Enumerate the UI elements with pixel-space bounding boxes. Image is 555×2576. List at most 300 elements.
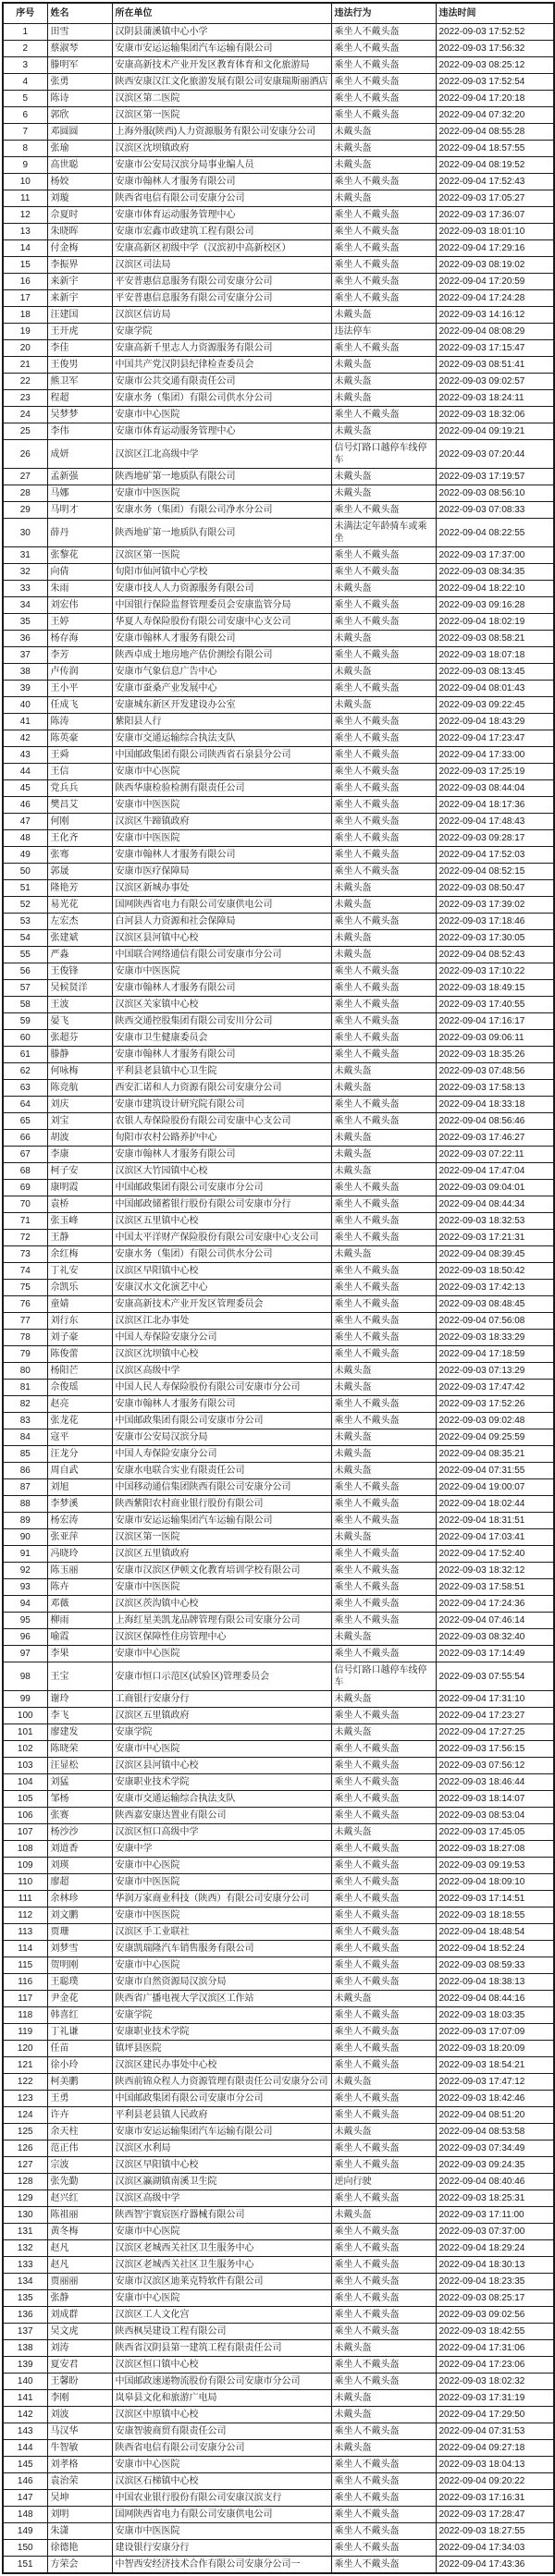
cell-seq: 124 <box>3 2107 47 2124</box>
cell-unit: 安康市公安局汉滨分局 <box>112 1429 331 1446</box>
cell-unit: 安康市中心医院 <box>112 1858 331 1874</box>
cell-time: 2022-09-04 09:19:21 <box>436 423 554 440</box>
cell-unit: 安康市翰林人才服务有限公司 <box>112 174 331 190</box>
cell-seq: 100 <box>3 1708 47 1724</box>
cell-violation: 未戴头盔 <box>331 2407 436 2423</box>
cell-unit: 汉滨区江北办事处 <box>112 1313 331 1330</box>
cell-unit: 汉滨区五里镇政府 <box>112 1708 331 1724</box>
table-row <box>3 224 554 240</box>
cell-violation: 乘坐人不戴头盔 <box>331 2240 436 2257</box>
cell-time: 2022-09-03 18:42:55 <box>436 2324 554 2340</box>
cell-seq: 89 <box>3 1513 47 1529</box>
cell-unit: 上海外服(陕西)人力资源服务有限公司安康分公司 <box>112 124 331 141</box>
cell-seq: 143 <box>3 2423 47 2440</box>
cell-name: 佘俊瑶 <box>47 1380 112 1396</box>
cell-time: 2022-09-03 17:14:51 <box>436 1891 554 1907</box>
cell-name: 佘夏时 <box>47 207 112 224</box>
cell-name: 杨宏涛 <box>47 1513 112 1529</box>
cell-violation: 乘坐人不戴头盔 <box>331 1396 436 1413</box>
cell-violation: 乘坐人不戴头盔 <box>331 2523 436 2540</box>
table-row <box>3 91 554 107</box>
table-row <box>3 1891 554 1907</box>
cell-time: 2022-09-03 08:25:17 <box>436 2290 554 2307</box>
cell-time: 2022-09-04 09:27:18 <box>436 2440 554 2457</box>
cell-time: 2022-09-04 17:43:36 <box>436 2557 554 2574</box>
cell-violation: 未戴头盔 <box>331 1629 436 1646</box>
cell-violation: 乘坐人不戴头盔 <box>331 57 436 74</box>
cell-unit: 平安普惠信息服务有限公司安康分公司 <box>112 274 331 290</box>
cell-time: 2022-09-03 17:45:05 <box>436 1824 554 1841</box>
table-row <box>3 747 554 764</box>
cell-name: 吴坤 <box>47 2490 112 2507</box>
table-row <box>3 2190 554 2207</box>
table-row <box>3 980 554 997</box>
table-row <box>3 1907 554 1924</box>
cell-unit: 华润万家商业科技（陕西）有限公司安康分公司 <box>112 1891 331 1907</box>
table-row <box>3 697 554 714</box>
cell-time: 2022-09-04 07:31:55 <box>436 1463 554 1479</box>
cell-unit: 汉滨区五里镇政府 <box>112 1546 331 1563</box>
cell-name: 余天柱 <box>47 2124 112 2141</box>
cell-name: 杨存海 <box>47 631 112 647</box>
cell-name: 袁桥 <box>47 1196 112 1213</box>
cell-time: 2022-09-03 17:47:42 <box>436 1380 554 1396</box>
table-row <box>3 2207 554 2224</box>
cell-name: 刘文鹏 <box>47 1907 112 1924</box>
cell-seq: 113 <box>3 1924 47 1941</box>
table-row <box>3 1213 554 1230</box>
table-row <box>3 1413 554 1429</box>
table-row <box>3 290 554 307</box>
cell-time: 2022-09-03 18:49:15 <box>436 980 554 997</box>
cell-violation: 未戴头盔 <box>331 2440 436 2457</box>
table-row <box>3 324 554 340</box>
table-row <box>3 390 554 407</box>
table-row <box>3 1446 554 1463</box>
cell-name: 李振界 <box>47 257 112 274</box>
cell-seq: 77 <box>3 1313 47 1330</box>
table-row <box>3 2457 554 2473</box>
cell-unit: 安康水电联合实业有限责任公司 <box>112 1463 331 1479</box>
cell-violation: 乘坐人不戴头盔 <box>331 290 436 307</box>
table-row <box>3 1030 554 1047</box>
cell-seq: 37 <box>3 647 47 664</box>
cell-seq: 128 <box>3 2174 47 2190</box>
cell-violation: 乘坐人不戴头盔 <box>331 1974 436 1991</box>
cell-violation: 乘坐人不戴头盔 <box>331 2457 436 2473</box>
cell-name: 王聪璞 <box>47 1974 112 1991</box>
cell-violation: 乘坐人不戴头盔 <box>331 1230 436 1246</box>
cell-unit: 汉滨区第一医院 <box>112 107 331 124</box>
cell-name: 陈俊蕾 <box>47 1346 112 1363</box>
table-row <box>3 2557 554 2574</box>
cell-name: 佘凯乐 <box>47 1280 112 1296</box>
cell-time: 2022-09-03 08:50:47 <box>436 880 554 897</box>
cell-violation: 乘坐人不戴头盔 <box>331 730 436 747</box>
table-row <box>3 2107 554 2124</box>
cell-name: 刘成群 <box>47 2307 112 2324</box>
cell-time: 2022-09-03 17:40:55 <box>436 997 554 1013</box>
cell-unit: 汉滨区县河镇中心校 <box>112 1758 331 1774</box>
cell-violation: 乘坐人不戴头盔 <box>331 747 436 764</box>
cell-violation: 乘坐人不戴头盔 <box>331 224 436 240</box>
cell-name: 丁礼安 <box>47 1263 112 1280</box>
cell-seq: 4 <box>3 74 47 91</box>
cell-name: 薛丹 <box>47 519 112 547</box>
cell-name: 张静 <box>47 2290 112 2307</box>
cell-time: 2022-09-03 18:03:35 <box>436 2007 554 2024</box>
cell-time: 2022-09-04 18:43:29 <box>436 714 554 730</box>
violation-table <box>2 2 555 2574</box>
cell-time: 2022-09-03 18:35:26 <box>436 1047 554 1063</box>
cell-time: 2022-09-03 09:02:57 <box>436 374 554 390</box>
cell-seq: 41 <box>3 714 47 730</box>
cell-unit: 陕西交通控股集团有限公司安川分公司 <box>112 1013 331 1030</box>
cell-unit: 汉滨区关家镇中心校 <box>112 997 331 1013</box>
cell-violation: 未戴头盔 <box>331 1446 436 1463</box>
cell-time: 2022-09-03 08:44:04 <box>436 780 554 797</box>
cell-name: 赵亮 <box>47 1396 112 1413</box>
cell-violation: 乘坐人不戴头盔 <box>331 207 436 224</box>
table-row <box>3 730 554 747</box>
cell-seq: 42 <box>3 730 47 747</box>
cell-violation: 信号灯路口越停车线停车 <box>331 440 436 469</box>
cell-time: 2022-09-03 08:53:04 <box>436 1808 554 1824</box>
cell-seq: 78 <box>3 1330 47 1346</box>
cell-unit: 华夏人寿保险股份有限公司安康中心支公司 <box>112 614 331 631</box>
cell-violation: 乘坐人不戴头盔 <box>331 1030 436 1047</box>
cell-name: 任成飞 <box>47 697 112 714</box>
cell-unit: 安康市建筑设计研究院有限公司 <box>112 1097 331 1113</box>
table-row <box>3 2290 554 2307</box>
cell-name: 杨阳芒 <box>47 1363 112 1380</box>
table-row <box>3 1808 554 1824</box>
cell-unit: 上海红星美凯龙品牌管理有限公司安康分公司 <box>112 1613 331 1629</box>
cell-name: 王俊男 <box>47 357 112 374</box>
cell-time: 2022-09-03 07:55:54 <box>436 1662 554 1691</box>
cell-violation: 乘坐人不戴头盔 <box>331 614 436 631</box>
cell-name: 汪显松 <box>47 1758 112 1774</box>
table-row <box>3 897 554 914</box>
cell-seq: 69 <box>3 1180 47 1196</box>
cell-time: 2022-09-03 08:34:35 <box>436 564 554 581</box>
cell-time: 2022-09-03 07:08:33 <box>436 502 554 519</box>
cell-name: 刘波 <box>47 2407 112 2423</box>
cell-name: 刘璇 <box>47 190 112 207</box>
cell-name: 刘庆 <box>47 1097 112 1113</box>
cell-unit: 安康职业技术学院 <box>112 1774 331 1791</box>
cell-name: 刘孝格 <box>47 2457 112 2473</box>
cell-name: 赵兴红 <box>47 2190 112 2207</box>
cell-unit: 平安普惠信息服务有限公司安康分公司 <box>112 290 331 307</box>
cell-time: 2022-09-03 07:13:29 <box>436 1363 554 1380</box>
cell-time: 2022-09-04 08:40:46 <box>436 2174 554 2190</box>
cell-seq: 146 <box>3 2473 47 2490</box>
table-row <box>3 357 554 374</box>
cell-time: 2022-09-03 18:32:53 <box>436 1213 554 1230</box>
cell-name: 李芳 <box>47 647 112 664</box>
cell-violation: 未戴头盔 <box>331 390 436 407</box>
cell-seq: 50 <box>3 864 47 880</box>
cell-violation: 乘坐人不戴头盔 <box>331 2274 436 2290</box>
cell-time: 2022-09-04 17:23:06 <box>436 2357 554 2374</box>
cell-time: 2022-09-03 17:46:27 <box>436 1130 554 1147</box>
table-row <box>3 1013 554 1030</box>
cell-name: 廖建发 <box>47 1724 112 1741</box>
table-row <box>3 564 554 581</box>
cell-unit: 安康市汉滨区伊顿文化教育培训学校有限公司 <box>112 1563 331 1579</box>
cell-unit: 农银人寿保险股份有限公司安康中心支公司 <box>112 1113 331 1130</box>
cell-name: 张超芬 <box>47 1030 112 1047</box>
cell-name: 任苗 <box>47 2041 112 2057</box>
cell-violation: 乘坐人不戴头盔 <box>331 681 436 697</box>
cell-seq: 91 <box>3 1546 47 1563</box>
cell-violation: 乘坐人不戴头盔 <box>331 1907 436 1924</box>
table-row <box>3 2374 554 2390</box>
table-row <box>3 74 554 91</box>
cell-name: 李飞 <box>47 1708 112 1724</box>
cell-seq: 64 <box>3 1097 47 1113</box>
cell-name: 张先勤 <box>47 2174 112 2190</box>
cell-seq: 123 <box>3 2091 47 2107</box>
cell-seq: 111 <box>3 1891 47 1907</box>
cell-seq: 121 <box>3 2057 47 2074</box>
cell-violation: 乘坐人不戴头盔 <box>331 2473 436 2490</box>
cell-name: 汪龙分 <box>47 1446 112 1463</box>
cell-violation: 未戴头盔 <box>331 2207 436 2224</box>
cell-violation: 乘坐人不戴头盔 <box>331 2107 436 2124</box>
table-row <box>3 1063 554 1080</box>
cell-name: 樊昌艾 <box>47 797 112 814</box>
cell-time: 2022-09-03 17:52:52 <box>436 24 554 41</box>
cell-seq: 104 <box>3 1774 47 1791</box>
cell-time: 2022-09-04 08:52:15 <box>436 864 554 880</box>
cell-violation: 乘坐人不戴头盔 <box>331 1858 436 1874</box>
cell-unit: 国网陕西省电力有限公司安康供电公司 <box>112 897 331 914</box>
cell-name: 刘行东 <box>47 1313 112 1330</box>
cell-time: 2022-09-04 09:25:59 <box>436 1429 554 1446</box>
cell-name: 范正伟 <box>47 2141 112 2157</box>
cell-time: 2022-09-04 17:23:27 <box>436 1708 554 1724</box>
cell-name: 刘梦雪 <box>47 1941 112 1957</box>
cell-name: 王波 <box>47 997 112 1013</box>
cell-name: 陈玉丽 <box>47 1563 112 1579</box>
cell-time: 2022-09-03 09:28:17 <box>436 830 554 847</box>
cell-name: 滕明军 <box>47 57 112 74</box>
cell-violation: 乘坐人不戴头盔 <box>331 1346 436 1363</box>
cell-violation: 乘坐人不戴头盔 <box>331 24 436 41</box>
cell-time: 2022-09-03 17:18:46 <box>436 914 554 930</box>
cell-seq: 132 <box>3 2240 47 2257</box>
table-row <box>3 1974 554 1991</box>
cell-time: 2022-09-04 17:24:36 <box>436 1596 554 1613</box>
cell-seq: 90 <box>3 1529 47 1546</box>
cell-violation: 乘坐人不戴头盔 <box>331 74 436 91</box>
cell-unit: 安康市自然资源局汉滨分局 <box>112 1974 331 1991</box>
cell-name: 胡波 <box>47 1130 112 1147</box>
cell-seq: 73 <box>3 1246 47 1263</box>
cell-name: 张赛 <box>47 1808 112 1824</box>
cell-name: 柳雨 <box>47 1613 112 1629</box>
column-header-violation: 违法行为 <box>331 3 436 24</box>
table-row <box>3 1991 554 2007</box>
cell-seq: 54 <box>3 930 47 947</box>
cell-time: 2022-09-03 17:25:19 <box>436 764 554 780</box>
cell-time: 2022-09-04 17:34:03 <box>436 2540 554 2557</box>
cell-unit: 中国共产党汉阴县纪律检查委员会 <box>112 357 331 374</box>
table-row <box>3 1662 554 1691</box>
cell-time: 2022-09-03 17:11:00 <box>436 2207 554 2224</box>
cell-unit: 安康学院 <box>112 2007 331 2024</box>
cell-unit: 汉滨区江北高级中学 <box>112 440 331 469</box>
cell-time: 2022-09-03 08:56:10 <box>436 485 554 502</box>
cell-name: 李果 <box>47 1646 112 1662</box>
cell-seq: 46 <box>3 797 47 814</box>
cell-time: 2022-09-03 17:52:54 <box>436 74 554 91</box>
cell-seq: 117 <box>3 1991 47 2007</box>
cell-unit: 安康市中医医院 <box>112 1907 331 1924</box>
cell-seq: 26 <box>3 440 47 469</box>
cell-seq: 93 <box>3 1579 47 1596</box>
cell-seq: 38 <box>3 664 47 681</box>
table-row <box>3 1513 554 1529</box>
cell-seq: 18 <box>3 307 47 324</box>
cell-time: 2022-09-04 08:51:20 <box>436 2107 554 2124</box>
cell-time: 2022-09-04 17:31:10 <box>436 1691 554 1708</box>
cell-violation: 乘坐人不戴头盔 <box>331 1546 436 1563</box>
cell-time: 2022-09-04 08:56:46 <box>436 1113 554 1130</box>
cell-name: 赵凡 <box>47 2240 112 2257</box>
cell-unit: 旬阳市农村公路养护中心 <box>112 1130 331 1147</box>
cell-violation: 乘坐人不戴头盔 <box>331 2324 436 2340</box>
table-row <box>3 257 554 274</box>
cell-unit: 汉滨区早阳镇中心校 <box>112 2157 331 2174</box>
cell-name: 许卉 <box>47 2107 112 2124</box>
cell-unit: 陕西地矿第一地质队有限公司 <box>112 519 331 547</box>
cell-unit: 安康市交通运输综合执法支队 <box>112 1791 331 1808</box>
cell-time: 2022-09-04 08:08:29 <box>436 324 554 340</box>
cell-unit: 安康市中心医院 <box>112 2457 331 2473</box>
table-row <box>3 190 554 207</box>
cell-unit: 陕西紫阳农村商业银行股份有限公司 <box>112 1496 331 1513</box>
cell-seq: 16 <box>3 274 47 290</box>
cell-time: 2022-09-03 17:28:47 <box>436 2507 554 2523</box>
cell-seq: 88 <box>3 1496 47 1513</box>
cell-unit: 安康市安运运输集团汽车运输有限公司 <box>112 2124 331 2141</box>
cell-time: 2022-09-04 18:23:35 <box>436 2274 554 2290</box>
table-row <box>3 1824 554 1841</box>
cell-unit: 汉滨区县河镇中心校 <box>112 930 331 947</box>
cell-seq: 83 <box>3 1413 47 1429</box>
table-row <box>3 469 554 485</box>
cell-time: 2022-09-03 18:07:18 <box>436 647 554 664</box>
cell-violation: 乘坐人不戴头盔 <box>331 2224 436 2240</box>
cell-time: 2022-09-03 17:21:31 <box>436 1230 554 1246</box>
cell-name: 李康 <box>47 1147 112 1163</box>
cell-seq: 98 <box>3 1662 47 1691</box>
cell-violation: 乘坐人不戴头盔 <box>331 257 436 274</box>
cell-name: 王舜 <box>47 747 112 764</box>
cell-violation: 乘坐人不戴头盔 <box>331 1758 436 1774</box>
table-row <box>3 1496 554 1513</box>
cell-time: 2022-09-03 08:19:02 <box>436 257 554 274</box>
cell-unit: 国网陕西省电力有限公司安康供电公司 <box>112 2507 331 2523</box>
cell-time: 2022-09-03 17:16:31 <box>436 2490 554 2507</box>
cell-name: 张瑜 <box>47 141 112 157</box>
cell-time: 2022-09-04 18:22:10 <box>436 581 554 597</box>
cell-seq: 140 <box>3 2374 47 2390</box>
cell-violation: 未戴头盔 <box>331 190 436 207</box>
cell-unit: 陕西地矿第一地质队有限公司 <box>112 469 331 485</box>
cell-seq: 96 <box>3 1629 47 1646</box>
cell-name: 张玉峰 <box>47 1213 112 1230</box>
cell-unit: 中国邮政集团有限公司安康市分公司 <box>112 2091 331 2107</box>
cell-violation: 未戴头盔 <box>331 141 436 157</box>
table-row <box>3 374 554 390</box>
cell-seq: 57 <box>3 980 47 997</box>
cell-unit: 旬阳市仙河镇中心学校 <box>112 564 331 581</box>
cell-time: 2022-09-03 17:36:07 <box>436 207 554 224</box>
cell-unit: 汉阴县蒲溪镇中心小学 <box>112 24 331 41</box>
cell-seq: 5 <box>3 91 47 107</box>
cell-violation: 乘坐人不戴头盔 <box>331 1313 436 1330</box>
cell-seq: 150 <box>3 2540 47 2557</box>
cell-violation: 未戴头盔 <box>331 631 436 647</box>
cell-seq: 106 <box>3 1808 47 1824</box>
cell-violation: 未满法定年龄骑车或乘坐 <box>331 519 436 547</box>
table-row <box>3 1113 554 1130</box>
cell-seq: 2 <box>3 41 47 57</box>
cell-time: 2022-09-04 18:52:24 <box>436 1941 554 1957</box>
cell-time: 2022-09-04 18:31:51 <box>436 1513 554 1529</box>
cell-name: 尹金花 <box>47 1991 112 2007</box>
table-row <box>3 2523 554 2540</box>
cell-violation: 乘坐人不戴头盔 <box>331 1180 436 1196</box>
cell-seq: 20 <box>3 340 47 357</box>
cell-time: 2022-09-03 18:24:11 <box>436 390 554 407</box>
cell-unit: 中国邮政集团有限公司安康市分公司 <box>112 1180 331 1196</box>
cell-name: 陈晓荣 <box>47 1741 112 1758</box>
cell-name: 孟新强 <box>47 469 112 485</box>
cell-time: 2022-09-04 08:44:16 <box>436 1991 554 2007</box>
cell-unit: 安康市翰林人才服务有限公司 <box>112 1047 331 1063</box>
cell-name: 陈卉 <box>47 1579 112 1596</box>
table-row <box>3 57 554 74</box>
cell-time: 2022-09-03 09:24:35 <box>436 2157 554 2174</box>
cell-name: 左宏杰 <box>47 914 112 930</box>
cell-violation: 未戴头盔 <box>331 157 436 174</box>
cell-violation: 未戴头盔 <box>331 1380 436 1396</box>
cell-seq: 131 <box>3 2224 47 2240</box>
table-row <box>3 2124 554 2141</box>
cell-unit: 汉滨区茨沟镇中心校 <box>112 1596 331 1613</box>
cell-name: 夏安君 <box>47 2357 112 2374</box>
cell-violation: 未戴头盔 <box>331 1691 436 1708</box>
table-row <box>3 1646 554 1662</box>
cell-name: 何咏梅 <box>47 1063 112 1080</box>
cell-name: 徐小玲 <box>47 2057 112 2074</box>
cell-unit: 中智西安经济技术合作有限公司安康分公司一 <box>112 2557 331 2574</box>
cell-unit: 安康市中心医院 <box>112 2290 331 2307</box>
cell-seq: 75 <box>3 1280 47 1296</box>
table-row <box>3 631 554 647</box>
cell-name: 程超 <box>47 390 112 407</box>
cell-violation: 乘坐人不戴头盔 <box>331 2507 436 2523</box>
cell-violation: 未戴头盔 <box>331 1724 436 1741</box>
cell-violation: 未戴头盔 <box>331 1429 436 1446</box>
cell-unit: 安康市交通运输综合执法支队 <box>112 730 331 747</box>
cell-time: 2022-09-04 07:46:14 <box>436 1613 554 1629</box>
